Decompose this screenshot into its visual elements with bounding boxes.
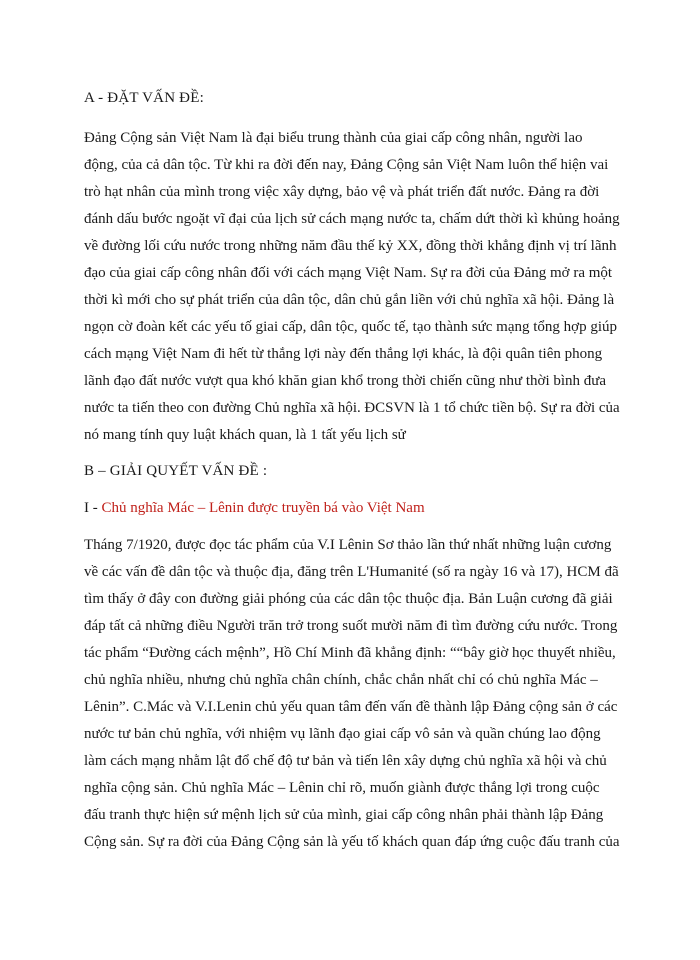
section-b-heading: B – GIẢI QUYẾT VẤN ĐỀ : <box>84 463 268 479</box>
paragraph-line: Đảng Cộng sản Việt Nam là đại biểu trung thành của giai cấp công nhân, người lao <box>84 130 583 146</box>
paragraph-line: đấu tranh thực hiện sứ mệnh lịch sử của mình, giai cấp công nhân phải thành lập Đảng <box>84 807 604 823</box>
paragraph-line: đánh dấu bước ngoặt vĩ đại của lịch sử cách mạng nước ta, chấm dứt thời kì khủng hoảng <box>84 211 620 227</box>
paragraph-line: nó mang tính quy luật khách quan, là 1 tất yếu lịch sử <box>84 427 406 443</box>
paragraph-line: cách mạng Việt Nam đi hết từ thắng lợi này đến thắng lợi khác, là đội quân tiên phong <box>84 346 603 362</box>
paragraph-line: đáp tất cả những điều Người trăn trở trong suốt mười năm đi tìm đường cứu nước. Trong <box>84 618 618 634</box>
subsection-prefix: I - <box>84 500 102 516</box>
section-a-heading: A - ĐẶT VẤN ĐỀ: <box>84 90 204 106</box>
paragraph-line: đạo của giai cấp công nhân đối với cách mạng Việt Nam. Sự ra đời của Đảng mở ra một <box>84 265 613 281</box>
paragraph-line: Cộng sản. Sự ra đời của Đảng Cộng sản là yếu tố khách quan đáp ứng cuộc đấu tranh của <box>84 834 620 850</box>
paragraph-line: chủ nghĩa nhiều, nhưng chủ nghĩa chân chính, chắc chắn nhất chỉ có chủ nghĩa Mác – <box>84 672 598 688</box>
paragraph-line: ngọn cờ đoàn kết các yếu tố giai cấp, dân tộc, quốc tế, tạo thành sức mạng tổng hợp giúp <box>84 319 618 335</box>
paragraph-line: lãnh đạo đất nước vượt qua khó khăn gian khổ trong thời chiến cũng như thời bình đưa <box>84 373 607 389</box>
paragraph-line: tìm thấy ở đây con đường giải phóng của các dân tộc thuộc địa. Bản Luận cương đã giải <box>84 591 613 607</box>
subsection-title: Chủ nghĩa Mác – Lênin được truyền bá vào Việt Nam <box>101 500 425 516</box>
paragraph-line: nước tư bản chủ nghĩa, với nhiệm vụ lãnh đạo giai cấp vô sản và quần chúng lao động <box>84 726 601 742</box>
paragraph-line: nghĩa cộng sản. Chủ nghĩa Mác – Lênin chỉ rõ, muốn giành được thắng lợi trong cuộc <box>84 780 600 796</box>
paragraph-line: về đường lối cứu nước trong những năm đầu thế kỷ XX, đồng thời khẳng định vị trí lãnh <box>84 238 617 254</box>
paragraph-line: Lênin”. C.Mác và V.I.Lenin chủ yếu quan tâm đến vấn đề thành lập Đảng cộng sản ở các <box>84 699 618 715</box>
paragraph-line: về các vấn đề dân tộc và thuộc địa, đăng trên L'Humanité (số ra ngày 16 và 17), HCM đã <box>84 564 619 580</box>
paragraph-line: trò hạt nhân của mình trong việc xây dựng, bảo vệ và phát triển đất nước. Đảng ra đời <box>84 184 600 200</box>
paragraph-line: làm cách mạng nhằm lật đổ chế độ tư bản và tiến lên xây dựng chủ nghĩa xã hội và chủ <box>84 753 607 769</box>
paragraph-line: nước ta tiến theo con đường Chủ nghĩa xã hội. ĐCSVN là 1 tổ chức tiền bộ. Sự ra đời của <box>84 400 620 416</box>
paragraph-line: Tháng 7/1920, được đọc tác phẩm của V.I Lênin Sơ thảo lần thứ nhất những luận cương <box>84 537 612 553</box>
paragraph-line: thời kì mới cho sự phát triển của dân tộc, dân chủ gắn liền với chủ nghĩa xã hội. Đảng là <box>84 292 615 308</box>
subsection-heading <box>84 498 425 518</box>
paragraph-line: tác phẩm “Đường cách mệnh”, Hồ Chí Minh đã khẳng định: ““bây giờ học thuyết nhiều, <box>84 645 616 661</box>
paragraph-line: động, của cả dân tộc. Từ khi ra đời đến nay, Đảng Cộng sản Việt Nam luôn thể hiện vai <box>84 157 609 173</box>
